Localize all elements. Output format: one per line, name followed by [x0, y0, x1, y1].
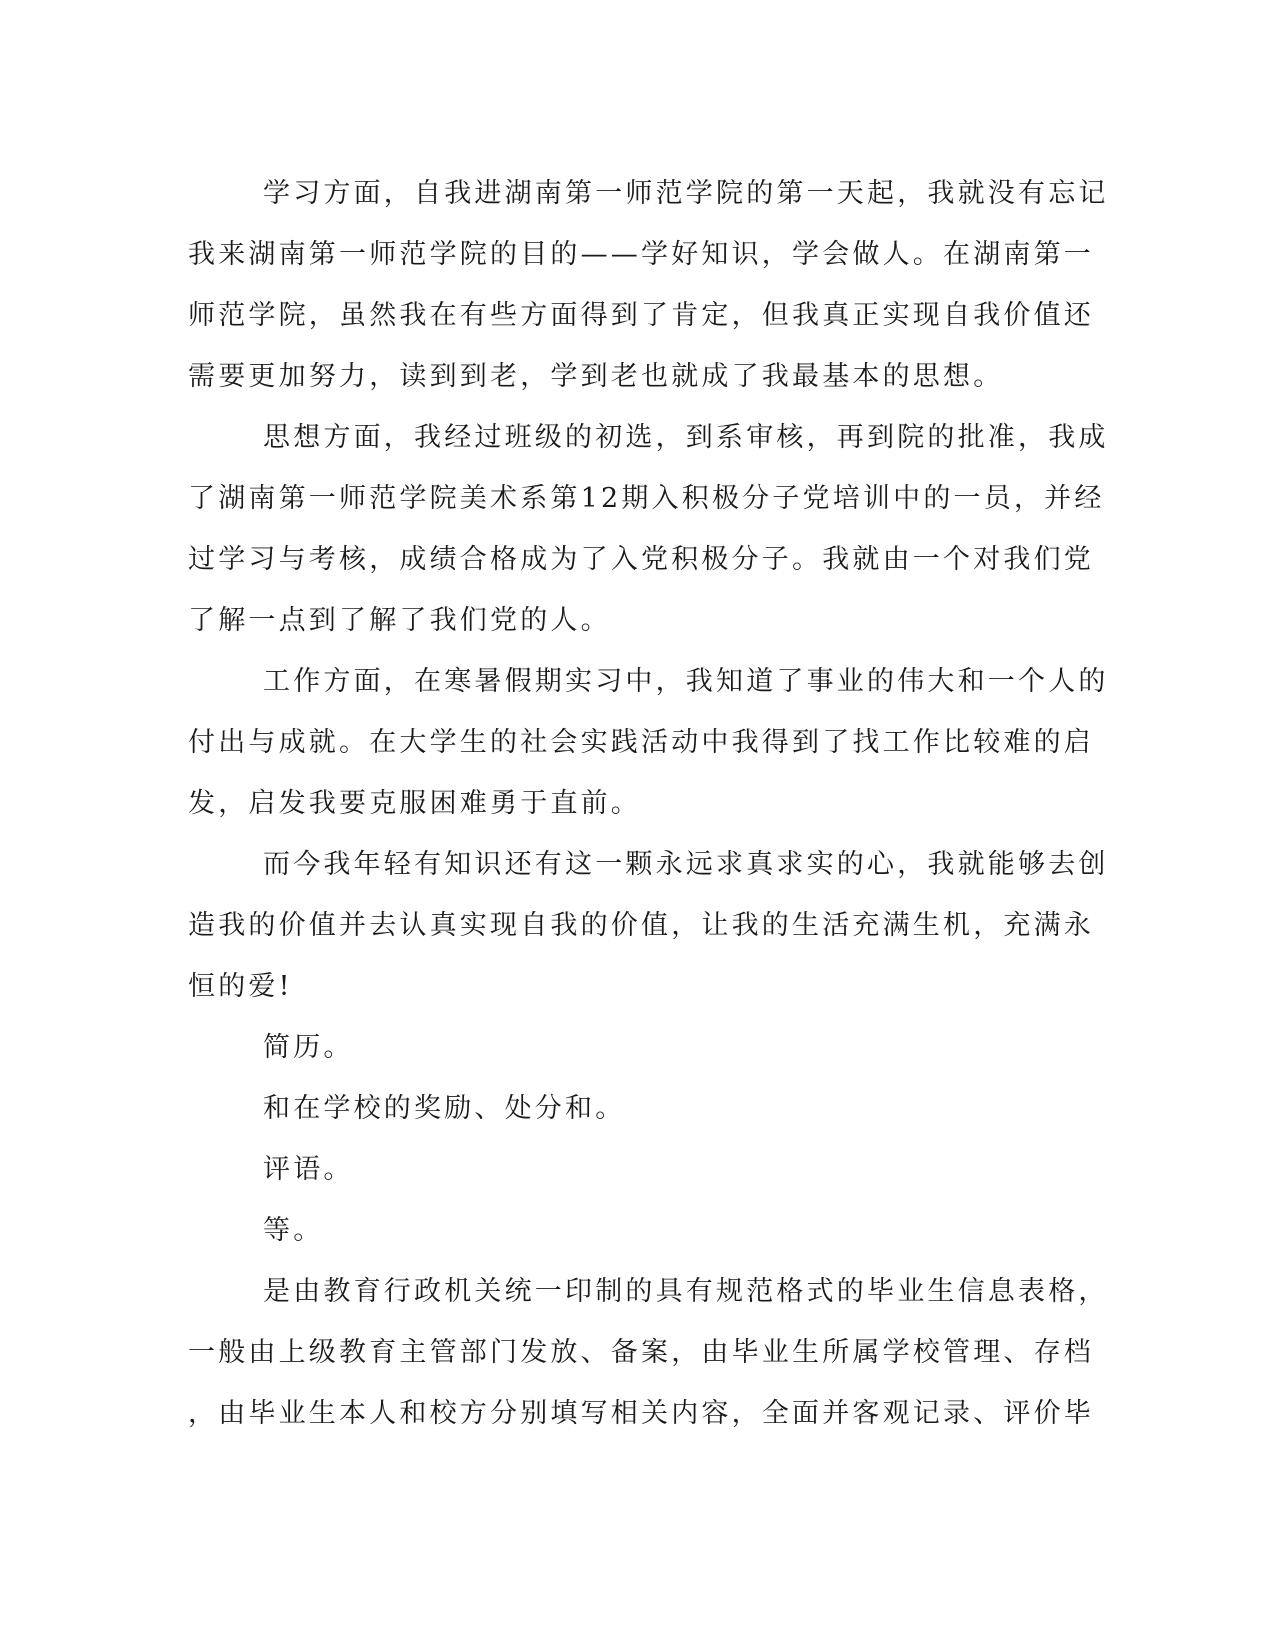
- text-line-14: 恒的爱!: [188, 971, 293, 1002]
- text-line-5: 思想方面，我经过班级的初选，到系审核，再到院的批准，我成: [263, 422, 1109, 453]
- text-line-3: 师范学院，虽然我在有些方面得到了肯定，但我真正实现自我价值还: [188, 300, 1094, 331]
- document-body: [188, 163, 1109, 1444]
- text-line-4: 需要更加努力，读到到老，学到老也就成了我最基本的思想。: [188, 361, 1004, 392]
- text-line-8: 了解一点到了解了我们党的人。: [188, 605, 611, 636]
- text-line-21: ，由毕业生本人和校方分别填写相关内容，全面并客观记录、评价毕: [188, 1398, 1094, 1429]
- text-line-10: 付出与成就。在大学生的社会实践活动中我得到了找工作比较难的启: [188, 727, 1094, 758]
- text-line-7: 过学习与考核，成绩合格成为了入党积极分子。我就由一个对我们党: [188, 544, 1094, 575]
- text-line-6: 了湖南第一师范学院美术系第12期入积极分子党培训中的一员，并经: [188, 483, 1105, 514]
- text-line-12: 而今我年轻有知识还有这一颗永远求真求实的心，我就能够去创: [263, 849, 1109, 880]
- text-line-20: 一般由上级教育主管部门发放、备案，由毕业生所属学校管理、存档: [188, 1337, 1094, 1368]
- text-line-15: 简历。: [263, 1032, 354, 1063]
- text-line-1: 学习方面，自我进湖南第一师范学院的第一天起，我就没有忘记: [263, 178, 1109, 209]
- text-line-11: 发，启发我要克服困难勇于直前。: [188, 788, 641, 819]
- text-line-16: 和在学校的奖励、处分和。: [263, 1093, 626, 1124]
- text-line-18: 等。: [263, 1215, 324, 1246]
- text-line-2: 我来湖南第一师范学院的目的——学好知识，学会做人。在湖南第一: [188, 239, 1094, 270]
- text-line-19: 是由教育行政机关统一印制的具有规范格式的毕业生信息表格，: [263, 1276, 1109, 1307]
- text-line-13: 造我的价值并去认真实现自我的价值，让我的生活充满生机，充满永: [188, 910, 1094, 941]
- text-line-9: 工作方面，在寒暑假期实习中，我知道了事业的伟大和一个人的: [263, 666, 1109, 697]
- text-line-17: 评语。: [263, 1154, 354, 1185]
